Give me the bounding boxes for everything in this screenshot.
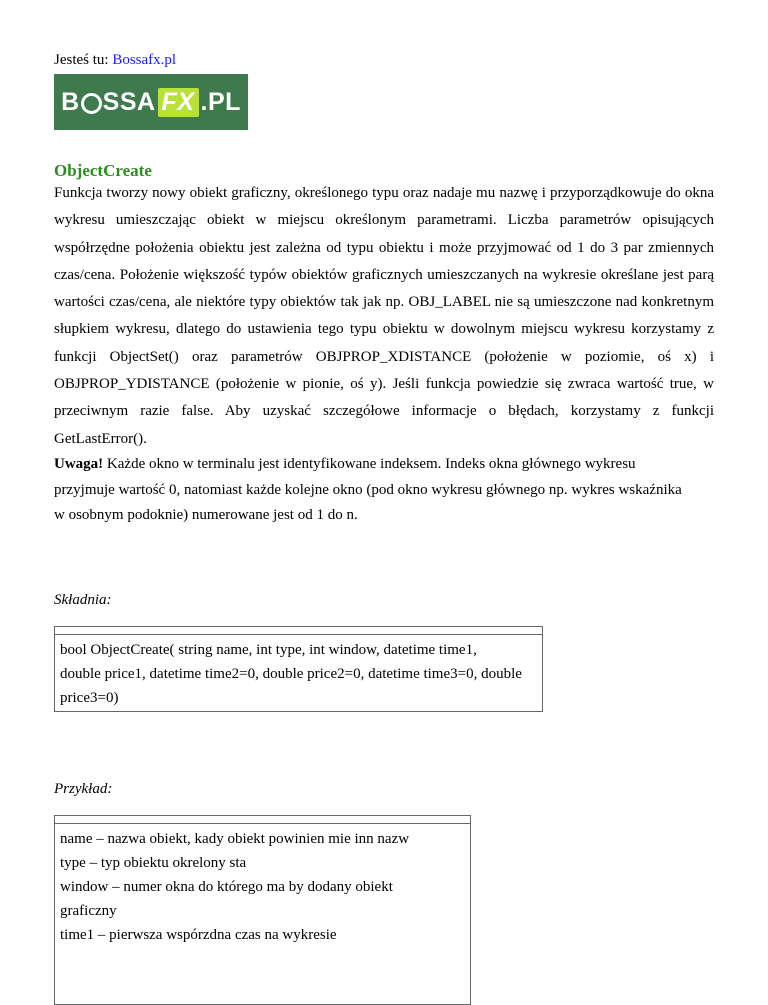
- note-line-3: w osobnym podoknie) numerowane jest od 1 do n.: [54, 507, 358, 523]
- example-box-header: [55, 816, 470, 824]
- logo-text-fx: FX: [158, 88, 199, 117]
- ball-icon: [81, 93, 102, 114]
- logo-text-b: B: [61, 87, 80, 116]
- example-box-body: [55, 824, 470, 947]
- note-paragraph: [54, 452, 714, 529]
- example-line-5: time1 – pierwsza wspórzdna czas na wykresie: [60, 927, 337, 943]
- logo-text-ssa: SSA: [102, 87, 156, 116]
- breadcrumb: [54, 50, 176, 70]
- syntax-line-2: double price1, datetime time2=0, double price2=0, datetime time3=0, double: [60, 666, 522, 682]
- breadcrumb-link-home[interactable]: Bossafx.pl: [112, 52, 177, 68]
- example-line-1: name – nazwa obiekt, kady obiekt powinien mie inn nazw: [60, 831, 410, 847]
- example-box: [54, 815, 471, 1005]
- syntax-label: Składnia:: [54, 592, 112, 608]
- example-line-3: window – numer okna do którego ma by dodany obiekt: [60, 879, 393, 895]
- breadcrumb-prefix: Jesteś tu:: [54, 52, 109, 68]
- syntax-line-3: price3=0): [60, 690, 119, 706]
- syntax-box-body: [55, 635, 542, 710]
- note-line-1: Każde okno w terminalu jest identyfikowane indeksem. Indeks okna głównego wykresu: [103, 456, 636, 472]
- syntax-box: [54, 626, 543, 712]
- note-bold-label: Uwaga!: [54, 456, 104, 472]
- description-paragraph: Funkcja tworzy nowy obiekt graficzny, określonego typu oraz nadaje mu nazwę i przyporządkowuje do okna wykresu umieszczając obiekt w miejscu określonym parametrami. Liczba parametrów opisujących współrzędne położenia obiektu jest zależna od typu obiektu i może przyjmować od 1 do 3 par zmiennych czas/cena. Położenie większość typów obiektów graficznych umieszczanych na wykresie określane jest parą wartości czas/cena, ale niektóre typy obiektów tak jak np. OBJ_LABEL nie są umieszczone nad konkretnym słupkiem wykresu, dlatego do ustawienia tego typu obiektu w dowolnym miejscu wykresu korzystamy z funkcji ObjectSet() oraz parametrów OBJPROP_XDISTANCE (położenie w poziomie, oś x) i OBJPROP_YDISTANCE (położenie w pionie, oś y). Jeśli funkcja powiedzie się zwraca wartość true, w przeciwnym razie false. Aby uzyskać szczegółowe informacje o błędach, korzystamy z funkcji GetLastError().: [54, 185, 714, 447]
- page-title: ObjectCreate: [54, 161, 152, 180]
- syntax-box-header: [55, 627, 542, 635]
- bossafx-logo[interactable]: [54, 74, 248, 130]
- example-label: Przykład:: [54, 781, 113, 797]
- note-line-2: przyjmuje wartość 0, natomiast każde kolejne okno (pod okno wykresu głównego np. wykres wskaźnika: [54, 481, 682, 498]
- example-line-2: type – typ obiektu okrelony sta: [60, 855, 247, 871]
- example-line-4: graficzny: [60, 903, 117, 919]
- logo-text-pl: .PL: [200, 87, 241, 116]
- syntax-line-1: bool ObjectCreate( string name, int type, int window, datetime time1,: [60, 642, 477, 658]
